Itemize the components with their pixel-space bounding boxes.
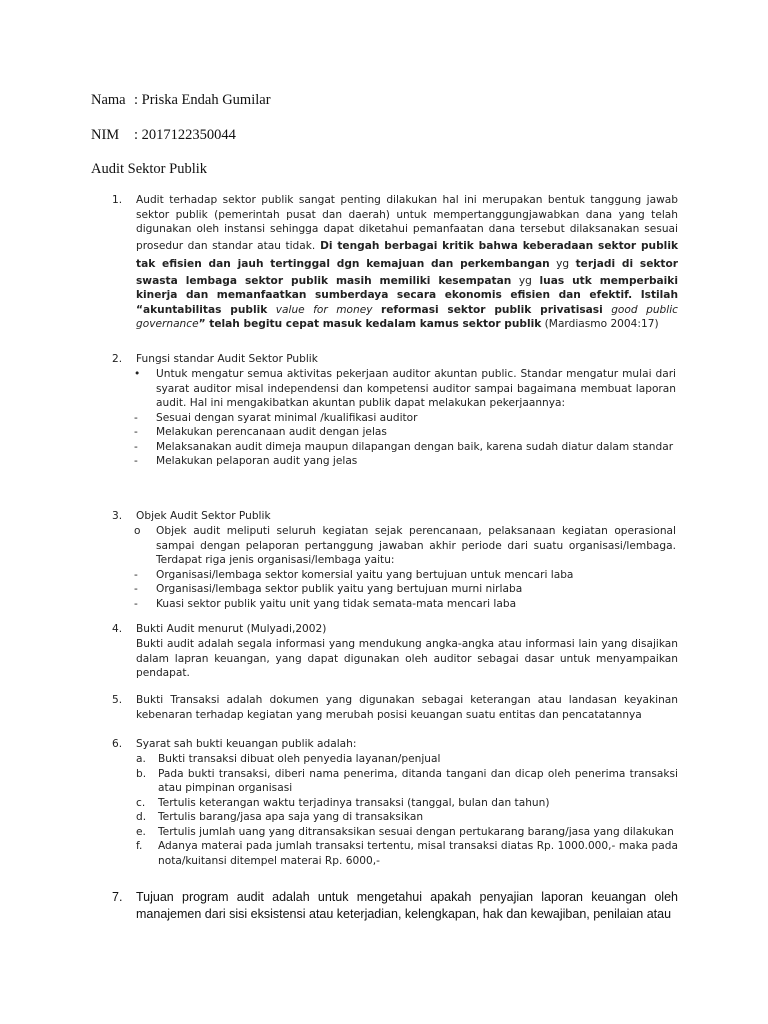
item-3-bullet-block [134,524,676,611]
dash-item-text: Organisasi/lembaga sektor komersial yaitu yang bertujuan untuk mencari laba [156,568,574,581]
alpha-item-text: Tertulis keterangan waktu terjadinya transaksi (tanggal, bulan dan tahun) [158,796,550,809]
list-number: 7. [112,890,123,904]
item-1-italic-text-1: value for money [267,303,381,316]
item-1-bold-text-4: reformasi sektor publik privatisasi [380,303,603,316]
dash-list-item [134,568,676,583]
dash-list-item [134,425,676,440]
item-1-normal-text-1: yg [549,258,576,271]
item-3-title: Objek Audit Sektor Publik [136,510,271,522]
dash-list-item [134,440,676,455]
list-number: 3. [112,510,123,522]
dash-list-item [134,597,676,612]
item-2-paragraph: Untuk mengatur semua aktivitas pekerjaan auditor akuntan public. Standar mengatur mulai dari syarat auditor misal independensi dan kompetensi auditor sampai bagaimana membuat laporan audit. Hal ini mengakibatkan akuntan publik dapat melakukan pekerjaannya: [156,368,676,409]
item-2-bullet-block [134,367,676,469]
item-1-citation: (Mardiasmo 2004:17) [541,318,659,331]
dash-list-item [134,411,676,426]
item-1-normal-text-2: yg [511,274,540,287]
nim-line [91,127,236,144]
dash-marker: - [134,583,138,595]
dash-marker: - [134,568,138,581]
alpha-marker: f. [136,840,143,852]
dash-marker: - [134,455,138,467]
list-number: 4. [112,623,123,635]
dash-marker: - [134,411,138,424]
name-label: Nama [91,92,126,108]
item-1-bold-text-5: ” telah begitu cepat masuk kedalam kamus sektor publik [198,318,542,331]
alpha-item-text: Adanya materai pada jumlah transaksi tertentu, misal transaksi diatas Rp. 1000.000,- maka pada nota/kuitansi ditempel materai Rp. 6000,- [158,840,678,867]
dash-item-text: Organisasi/lembaga sektor publik yaitu yang bertujuan murni nirlaba [156,583,523,595]
item-3-paragraph: Objek audit meliputi seluruh kegiatan sejak perencanaan, pelaksanaan kegiatan operasional sampai dengan pelaporan pertanggung jawaban akhir periode dari suatu organisasi/lembaga. Terdapat riga jenis organisasi/lembaga yaitu: [156,525,676,566]
alpha-list-item [136,796,678,811]
alpha-item-text: Pada bukti transaksi, diberi nama penerima, ditanda tangani dan dicap oleh penerima transaksi atau pimpinan organisasi [158,767,678,794]
nim-label: NIM [91,127,120,143]
bullet-icon: • [134,368,141,380]
alpha-list-item [136,810,678,825]
item-3-dash-list [134,568,676,612]
item-2-title: Fungsi standar Audit Sektor Publik [136,353,318,365]
alpha-item-text: Tertulis barang/jasa apa saja yang di transaksikan [158,811,424,823]
list-number: 2. [112,353,123,365]
item-1-plain-text: Audit terhadap sektor publik sangat penting dilakukan hal ini merupakan bentuk tanggung jawab sektor publik (pemerintah pusat dan daerah) untuk mempertanggungjawabkan dana yang telah digunakan oleh instansi sehingga dapat diketahui pemanfaatan dana tersebut dilaksanakan sesuai prosedur dan standar atau tidak. [136,194,678,252]
alpha-item-text: Bukti transaksi dibuat oleh penyedia layanan/penjual [158,753,441,765]
alpha-list-item [136,825,678,840]
alpha-marker: b. [136,767,147,780]
alpha-list-item [136,752,678,767]
dash-item-text: Melaksanakan audit dimeja maupun dilapangan dengan baik, karena sudah diatur dalam standar [156,440,674,453]
item-5-paragraph: Bukti Transaksi adalah dokumen yang digunakan sebagai keterangan atau landasan keyakinan kebenaran terhadap kegiatan yang merubah posisi keuangan suatu entitas dan pencatatannya [136,694,678,721]
alpha-list-item [136,839,678,868]
alpha-marker: e. [136,825,146,838]
name-line [91,92,271,109]
list-number: 5. [112,694,123,706]
item-6-alpha-list [136,752,678,868]
item-7-paragraph: Tujuan program audit adalah untuk mengetahui apakah penyajian laporan keuangan oleh manajemen dari sisi eksistensi atau keterjadian, kelengkapan, hak dan kewajiban, penilaian atau [136,890,678,921]
dash-item-text: Kuasi sektor publik yaitu unit yang tidak semata-mata mencari laba [156,597,517,610]
item-1-bold-text-2: terjadi di sektor swasta lembaga sektor publik masih memiliki kesempatan [136,258,678,287]
dash-item-text: Melakukan perencanaan audit dengan jelas [156,426,387,438]
item-4-title: Bukti Audit menurut (Mulyadi,2002) [136,623,327,635]
dash-marker: - [134,440,138,453]
item-2-dash-list [134,411,676,469]
alpha-marker: c. [136,796,146,809]
dash-list-item [134,454,676,469]
circle-bullet-icon: o [134,525,141,537]
item-6-title: Syarat sah bukti keuangan publik adalah: [136,738,357,750]
dash-item-text: Sesuai dengan syarat minimal /kualifikasi auditor [156,411,418,424]
list-number: 1. [112,194,123,206]
item-1-bold-text-1: Di tengah berbagai kritik bahwa keberadaan sektor publik tak efisien dan jauh tertinggal dgn kemajuan dan perkembangan [136,239,678,271]
item-4-paragraph: Bukti audit adalah segala informasi yang mendukung angka-angka atau informasi lain yang disajikan dalam lapran keuangan, yang dapat digunakan oleh auditor sebagai dasar untuk menyampaikan pendapat. [136,638,678,679]
dash-list-item [134,582,676,597]
list-number: 6. [112,738,123,750]
item-1-paragraph [136,193,678,332]
dash-item-text: Melakukan pelaporan audit yang jelas [156,455,358,467]
alpha-item-text: Tertulis jumlah uang yang ditransaksikan sesuai dengan pertukarang barang/jasa yang dilakukan [158,825,674,838]
nim-value: : 2017122350044 [134,127,236,143]
alpha-marker: d. [136,811,147,823]
dash-marker: - [134,597,138,610]
item-1-italic-text-2: good public governance [136,303,678,331]
item-1-bold-text-3: luas utk memperbaiki kinerja dan memanfaatkan sumberdaya secara ekonomis efisien dan efektif. Istilah “akuntabilitas publik [136,274,678,316]
name-value: : Priska Endah Gumilar [134,92,271,108]
alpha-marker: a. [136,753,146,765]
document-title: Audit Sektor Publik [91,161,208,177]
alpha-list-item [136,767,678,796]
dash-marker: - [134,426,138,438]
